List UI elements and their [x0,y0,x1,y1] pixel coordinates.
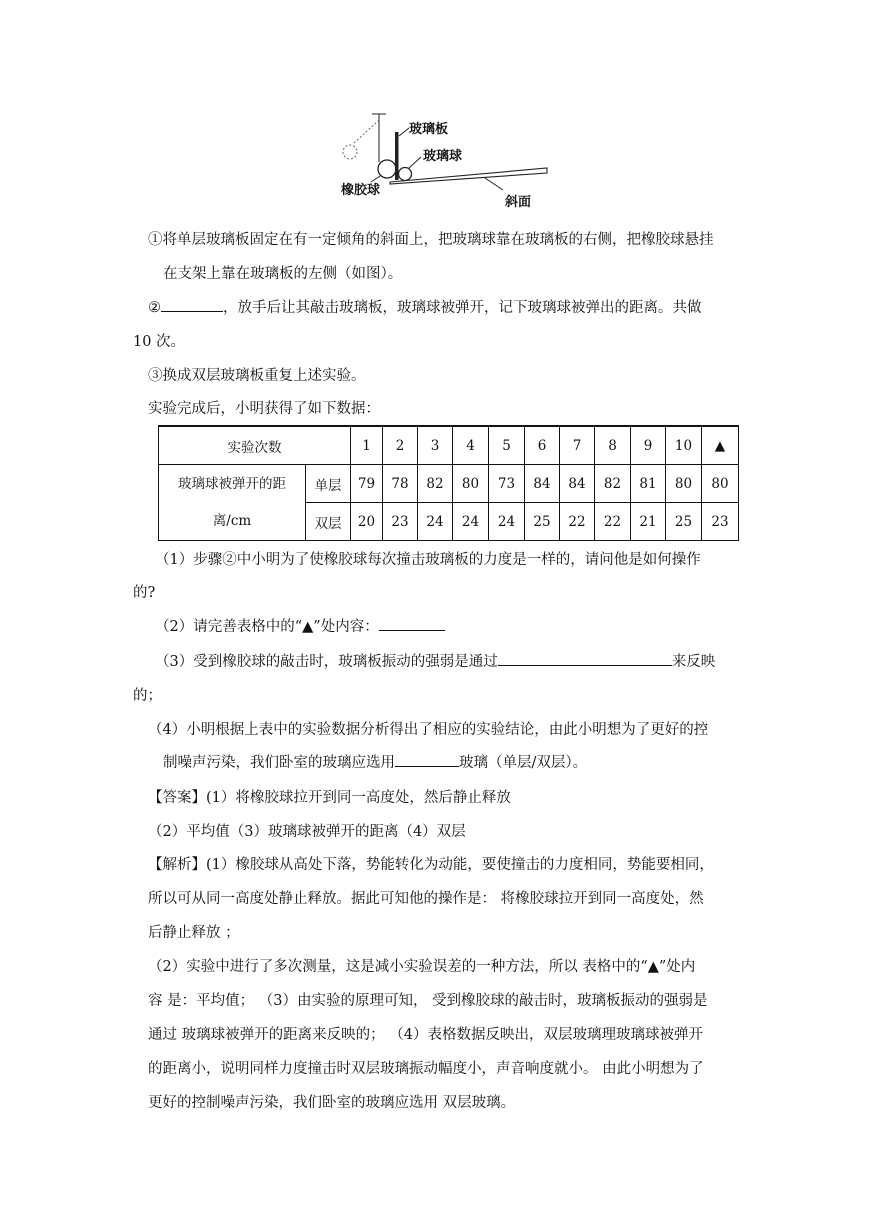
step-2-answer-blank[interactable] [161,296,223,312]
trial-number: 9 [631,426,666,465]
trial-number: 7 [560,426,595,465]
double-value: 25 [666,503,702,541]
double-value: 24 [453,503,489,541]
analysis-line-1: 【解析】(1）橡胶球从高处下落，势能转化为动能，要使撞击的力度相同，势能要相同， [148,857,714,873]
single-value: 84 [560,465,595,503]
question-4-answer-blank[interactable] [395,751,459,767]
trial-number: 4 [453,426,489,465]
row-label-line-2: 离/cm [212,512,252,529]
answer-line-2: （2）平均值（3）玻璃球被弹开的距离（4）双层 [148,824,466,840]
label-glass-plate: 玻璃板 [409,122,449,137]
row-label-line-1: 玻璃球被弹开的距 [178,475,286,492]
double-value: 24 [418,503,453,541]
single-value: 80 [453,465,489,503]
analysis-line-7: 的距离小，说明同样力度撞击时双层玻璃振动幅度小，声音响度就小。 由此小明想为了 [148,1061,704,1077]
analysis-line-6: 通过 玻璃球被弹开的距离来反映的； （4）表格数据反映出，双层玻璃理玻璃球被弹开 [148,1027,703,1043]
trial-number: 2 [383,426,418,465]
table-row-single [159,465,739,503]
single-value: 79 [351,465,383,503]
answer-line-1: 【答案】(1）将橡胶球拉开到同一高度处，然后静止释放 [148,790,511,806]
row-label [159,465,306,541]
double-value: 24 [489,503,525,541]
question-2-text: （2）请完善表格中的“▲”处内容： [155,619,379,635]
trial-number: 8 [595,426,631,465]
trial-number: 1 [351,426,383,465]
double-value: 23 [702,503,739,541]
single-layer-label: 单层 [306,465,351,503]
analysis-line-2: 所以可从同一高度处静止释放。据此可知他的操作是： 将橡胶球拉开到同一高度处，然 [148,891,704,907]
question-3-prefix: （3）受到橡胶球的敲击时，玻璃板振动的强弱是通过 [155,654,498,670]
single-value: 81 [631,465,666,503]
question-1-line-1: （1）步骤②中小明为了使橡胶球每次撞击玻璃板的力度是一样的，请问他是如何操作 [155,552,701,568]
single-value: 84 [525,465,560,503]
question-1-line-2: 的? [133,585,156,601]
double-layer-label: 双层 [306,503,351,541]
single-value: 80 [702,465,739,503]
single-value: 73 [489,465,525,503]
single-value: 78 [383,465,418,503]
question-3-line-2: 的； [133,688,162,704]
question-3-answer-blank[interactable] [498,650,672,666]
question-4-prefix: 制噪声污染，我们卧室的玻璃应选用 [163,755,395,771]
trial-number: 3 [418,426,453,465]
swing-path-line [353,120,379,144]
slope [390,168,547,184]
analysis-line-5: 容 是：平均值； （3）由实验的原理可知， 受到橡胶球的敲击时，玻璃板振动的强弱是 [148,993,708,1009]
step-2-prefix: ② [148,300,161,316]
rubber-ball-raised [343,145,357,159]
step-2-line-1 [148,296,702,317]
question-3-line-1 [155,650,715,671]
label-rubber-ball: 橡胶球 [341,183,381,198]
double-value: 23 [383,503,418,541]
double-value: 21 [631,503,666,541]
table-header-row [159,426,739,465]
table-intro: 实验完成后，小明获得了如下数据： [148,401,380,417]
question-3-suffix: 来反映 [671,654,716,670]
step-3: ③换成双层玻璃板重复上述实验。 [148,368,366,384]
single-value: 82 [595,465,631,503]
single-value: 80 [666,465,702,503]
step-2-suffix: ，放手后让其敲击玻璃板，玻璃球被弹开，记下玻璃球被弹出的距离。共做 [223,300,702,316]
question-4-suffix: 玻璃（单层/双层）。 [459,755,588,771]
analysis-line-3: 后静止释放 ； [148,925,240,941]
step-1-line-2: 在支架上靠在玻璃板的左侧（如图）。 [163,266,403,282]
question-2-answer-blank[interactable] [379,615,445,631]
double-value: 20 [351,503,383,541]
glass-ball [399,168,412,181]
question-4-line-2 [163,751,587,772]
single-value: 82 [418,465,453,503]
double-value: 25 [525,503,560,541]
trial-number: 6 [525,426,560,465]
data-table [158,425,739,541]
analysis-line-4: （2）实验中进行了多次测量，这是减小实验误差的一种方法，所以 表格中的“▲”处内 [148,959,696,975]
header-label: 实验次数 [159,426,351,465]
analysis-line-8: 更好的控制噪声污染，我们卧室的玻璃应选用 双层玻璃。 [148,1095,516,1111]
experiment-figure [335,112,570,212]
step-1-line-1: ①将单层玻璃板固定在有一定倾角的斜面上，把玻璃球靠在玻璃板的右侧，把橡胶球悬挂 [148,232,714,248]
trial-number: 10 [666,426,702,465]
question-4-line-1: （4）小明根据上表中的实验数据分析得出了相应的实验结论，由此小明想为了更好的控 [148,722,709,738]
average-marker: ▲ [702,426,739,465]
double-value: 22 [595,503,631,541]
rubber-ball [378,160,396,178]
question-2 [155,615,445,636]
double-value: 22 [560,503,595,541]
label-glass-ball: 玻璃球 [423,149,463,164]
trial-number: 5 [489,426,525,465]
step-2-line-2: 10 次。 [133,334,186,350]
label-slope: 斜面 [505,195,532,210]
